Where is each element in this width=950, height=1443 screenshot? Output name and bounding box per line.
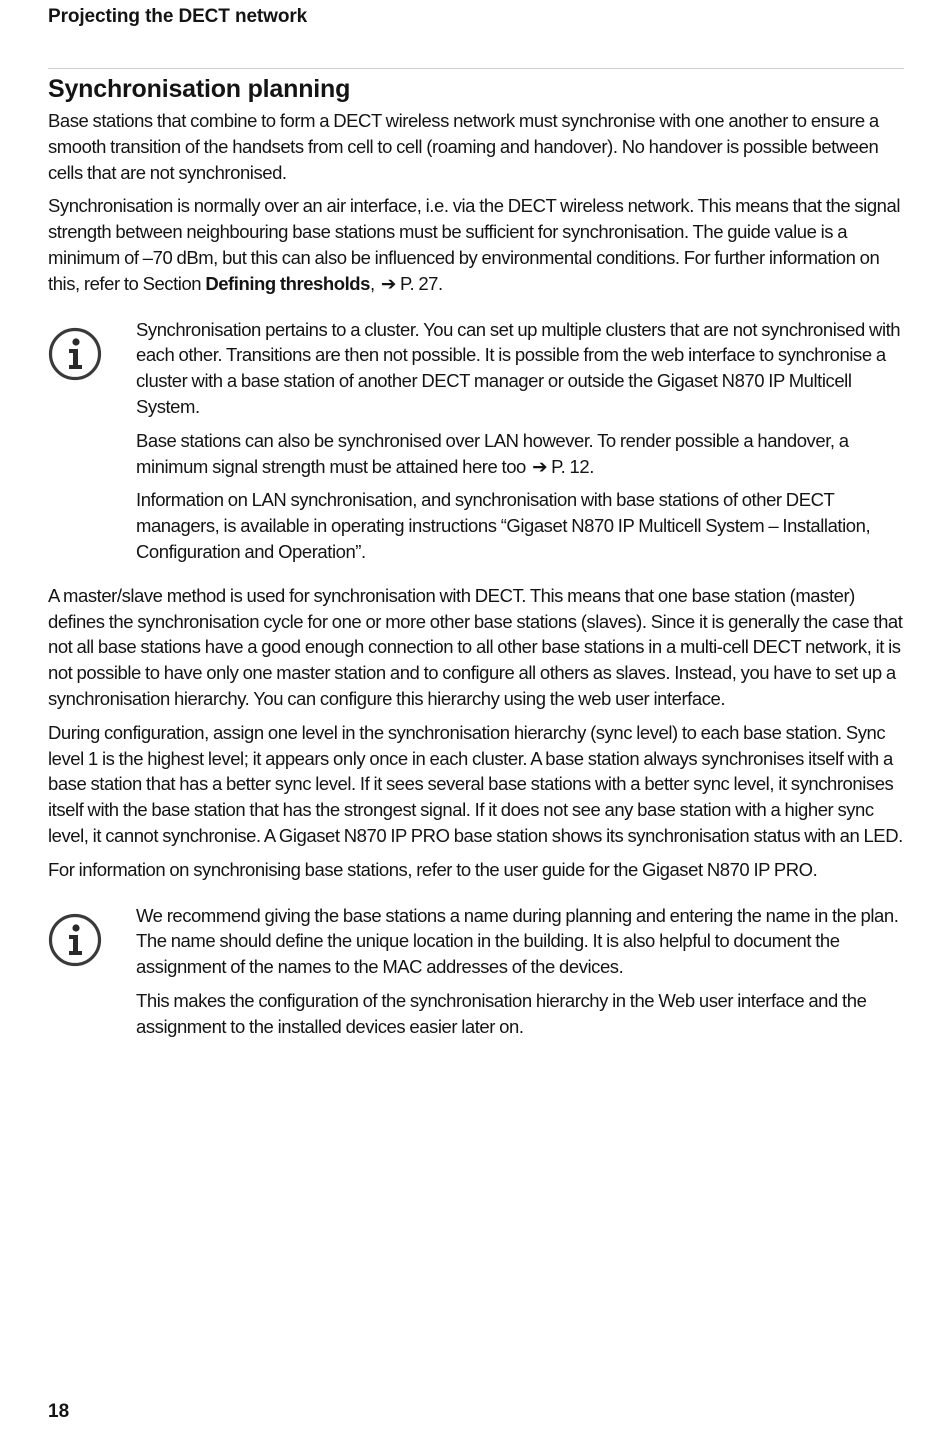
info-note-cluster [48,317,904,565]
section-title: Synchronisation planning [48,75,351,103]
paragraph-intro: Base stations that combine to form a DECT wireless network must synchronise with one another to ensure a smooth transition of the handsets from cell to cell (roaming and handover). No handover is possible between cells that are not synchronised. [48,110,879,183]
page-content [48,72,904,1058]
arrow-right-icon: ➔ [380,272,396,294]
page-reference[interactable]: P. 27. [399,272,443,294]
note-cluster-text: Synchronisation pertains to a cluster. You can set up multiple clusters that are not synchronised with each other. Transitions are then not possible. It is possible from the web interface to synchronise a cluster with a base station of another DECT manager or outside the Gigaset N870 IP Multicell System. [136,318,901,417]
section-reference-link[interactable]: Defining thresholds [205,272,370,294]
paragraph-user-guide: For information on synchronising base stations, refer to the user guide for the Gigaset N870 IP PRO. [48,858,818,880]
header-divider [48,68,904,69]
running-header: Projecting the DECT network [48,6,308,27]
page-reference[interactable]: P. 12. [551,455,594,477]
note-lan-info-text: Information on LAN synchronisation, and synchronisation with base stations of other DECT managers, is available in operating instructions “Gigaset N870 IP Multicell System – Installation, Configuration and Operation”. [136,489,871,562]
note-lan-text [136,428,904,480]
info-icon [48,913,102,967]
note-naming-benefit-text: This makes the configuration of the synchronisation hierarchy in the Web user interface and the assignment to the installed devices easier later on. [136,989,867,1037]
paragraph-sync-level: During configuration, assign one level in the synchronisation hierarchy (sync level) to each base station. Sync level 1 is the highest level; it appears only once in each cluster. A base station always synchronises itself with a base station that has a better sync level. If it sees several base stations with a better sync level, it synchronises itself with the base station that has the strongest signal. If it does not see any base station with a higher sync level, it cannot synchronise. A Gigaset N870 IP PRO base station shows its synchronisation status with an LED. [48,721,903,846]
note-lan-body: Base stations can also be synchronised over LAN however. To render possible a handover, a minimum signal strength must be attained here too [136,429,849,477]
paragraph-air-interface [48,193,904,296]
comma: , [369,272,375,294]
note-naming-text: We recommend giving the base stations a name during planning and entering the name in the plan. The name should define the unique location in the building. It is also helpful to document the assignment of the names to the MAC addresses of the devices. [136,904,899,978]
arrow-right-icon: ➔ [532,455,548,477]
page-number: 18 [48,1401,70,1422]
paragraph-master-slave: A master/slave method is used for synchronisation with DECT. This means that one base station (master) defines the synchronisation cycle for one or more other base stations (slaves). Since it is generally the case that not all base stations have a good enough connection to all other base stations in a multi-cell DECT network, it is not possible to have only one master station and to configure all others as slaves. Instead, you have to set up a synchronisation hierarchy. You can configure this hierarchy using the web user interface. [48,584,903,709]
paragraph-air-interface-text: Synchronisation is normally over an air interface, i.e. via the DECT wireless network. This means that the signal strength between neighbouring base stations must be sufficient for synchronisation. The guide value is a minimum of –70 dBm, but this can also be influenced by environmental conditions. For further information on this, refer to Section [48,195,901,294]
info-note-naming [48,903,904,1040]
info-icon [48,327,102,381]
